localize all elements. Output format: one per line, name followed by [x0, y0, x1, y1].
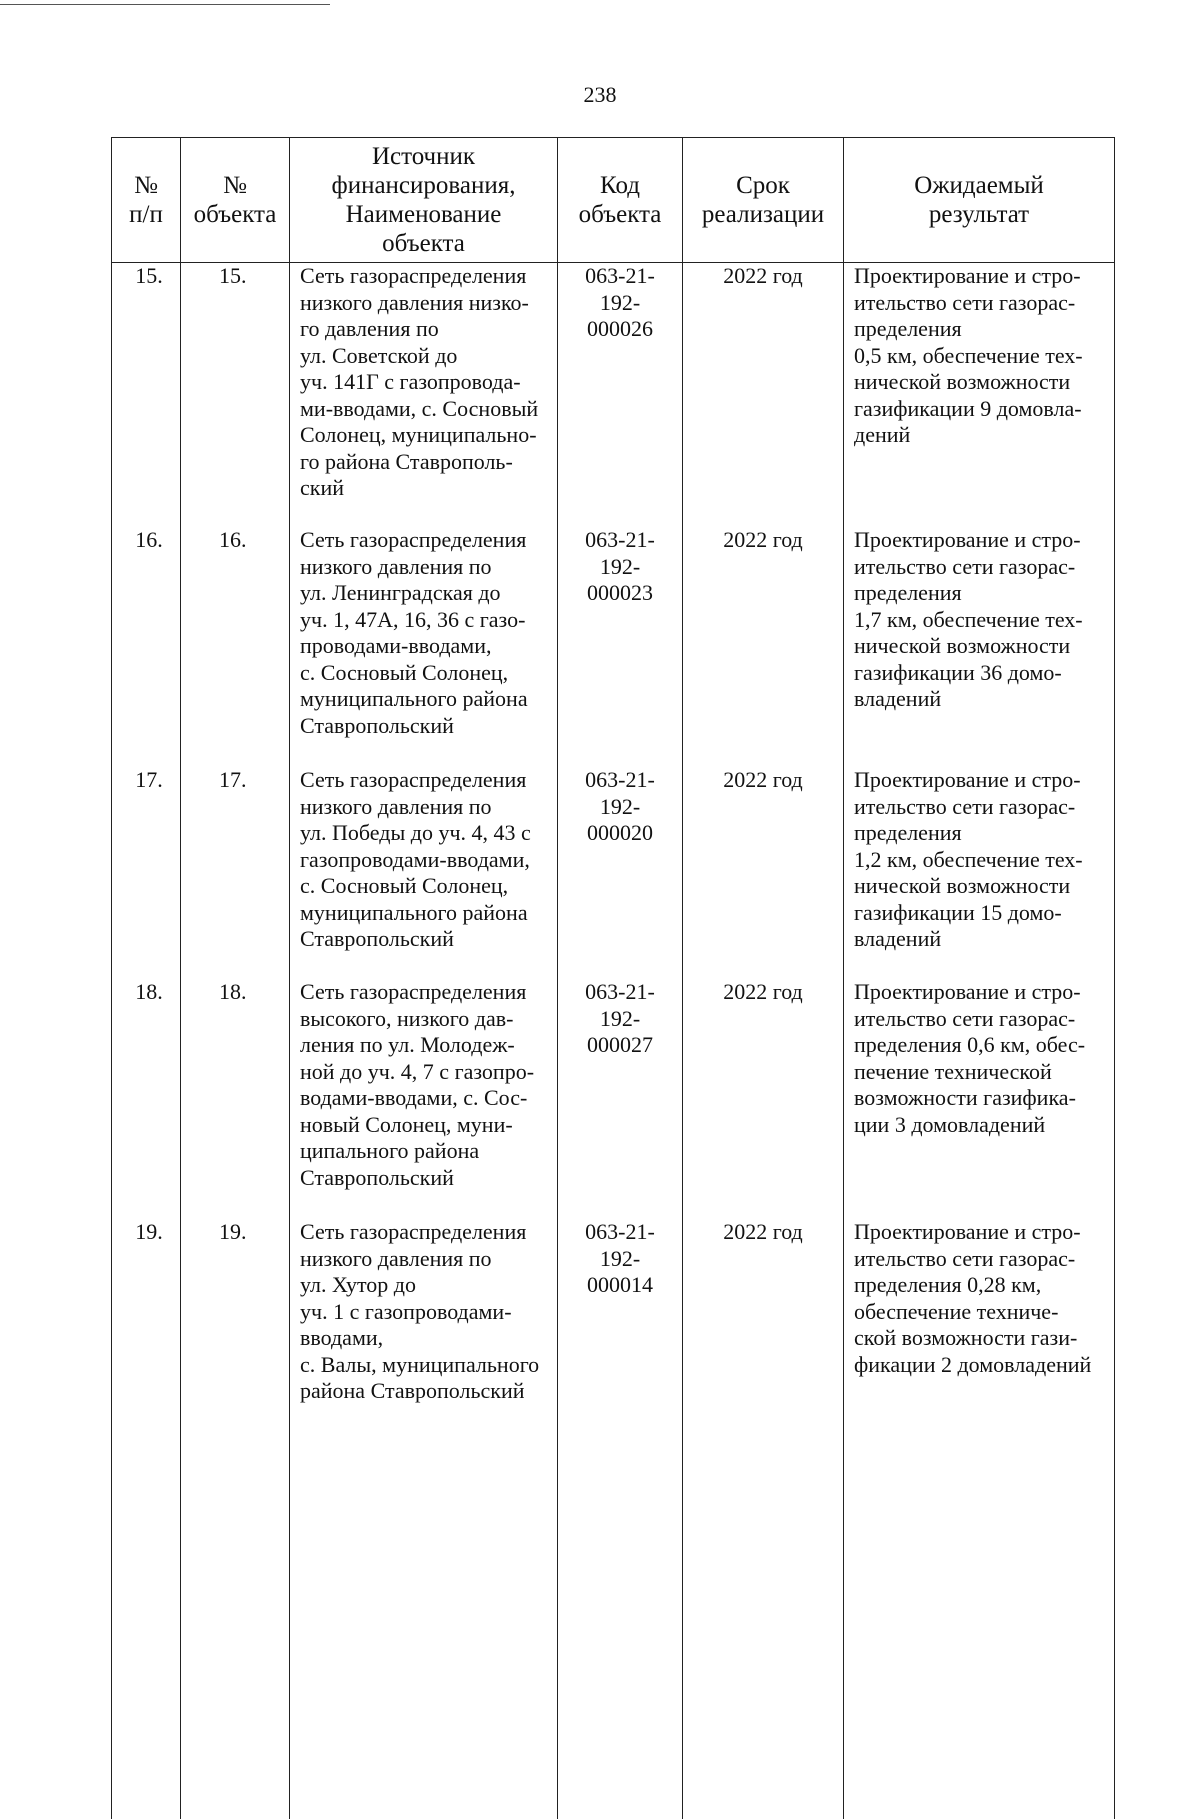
object-code: 063-21- 192- 000026: [558, 263, 683, 528]
object-name: Сеть газораспределения низкого давления по ул. Победы до уч. 4, 43 с газопроводами-вводами, с. Сосновый Солонец, муниципального района Ставропольский: [290, 767, 558, 979]
row-number: 18.: [112, 979, 181, 1219]
table-row: [112, 767, 1115, 979]
implementation-term: 2022 год: [683, 263, 844, 528]
expected-result: Проектирование и стро- ительство сети газорас- пределения 1,2 км, обеспечение тех- нической возможности газификации 15 домо- владений: [844, 767, 1115, 979]
table-row: [112, 527, 1115, 767]
row-number: 19.: [112, 1219, 181, 1819]
object-code: 063-21- 192- 000014: [558, 1219, 683, 1819]
object-number: 16.: [181, 527, 290, 767]
object-number: 15.: [181, 263, 290, 528]
implementation-term: 2022 год: [683, 979, 844, 1219]
header-row-number: № п/п: [112, 138, 181, 263]
object-name: Сеть газораспределения низкого давления по ул. Ленинградская до уч. 1, 47А, 16, 36 с газо- проводами-вводами, с. Сосновый Солонец, муниципального района Ставропольский: [290, 527, 558, 767]
header-object-name: Источник финансирования, Наименование объекта: [290, 138, 558, 263]
row-number: 16.: [112, 527, 181, 767]
header-object-code: Код объекта: [558, 138, 683, 263]
header-expected-result: Ожидаемый результат: [844, 138, 1115, 263]
table-row: [112, 979, 1115, 1219]
object-number: 19.: [181, 1219, 290, 1819]
header-object-number: № объекта: [181, 138, 290, 263]
page-number: 238: [583, 82, 617, 107]
top-rule-line: [0, 4, 330, 5]
table-row: [112, 263, 1115, 528]
row-number: 17.: [112, 767, 181, 979]
row-number: 15.: [112, 263, 181, 528]
expected-result: Проектирование и стро- ительство сети газорас- пределения 1,7 км, обеспечение тех- нической возможности газификации 36 домо- владений: [844, 527, 1115, 767]
header-implementation-term: Срок реализации: [683, 138, 844, 263]
implementation-term: 2022 год: [683, 527, 844, 767]
expected-result: Проектирование и стро- ительство сети газорас- пределения 0,6 км, обес- печение технической возможности газифика- ции 3 домовладений: [844, 979, 1115, 1219]
object-code: 063-21- 192- 000023: [558, 527, 683, 767]
implementation-term: 2022 год: [683, 767, 844, 979]
expected-result: Проектирование и стро- ительство сети газорас- пределения 0,28 км, обеспечение техниче- ской возможности гази- фикации 2 домовладений: [844, 1219, 1115, 1819]
object-name: Сеть газораспределения высокого, низкого дав- ления по ул. Молодеж- ной до уч. 4, 7 с газопро- водами-вводами, с. Сос- новый Солонец, муни- ципального района Ставропольский: [290, 979, 558, 1219]
object-name: Сеть газораспределения низкого давления по ул. Хутор до уч. 1 с газопроводами- вводами, с. Валы, муниципального района Ставропольский: [290, 1219, 558, 1819]
object-name: Сеть газораспределения низкого давления низко- го давления по ул. Советской до уч. 141Г с газопровода- ми-вводами, с. Сосновый Солонец, муниципально- го района Ставрополь- ский: [290, 263, 558, 528]
table-row: [112, 1219, 1115, 1819]
object-number: 17.: [181, 767, 290, 979]
object-number: 18.: [181, 979, 290, 1219]
table-header-row: [112, 138, 1115, 263]
expected-result: Проектирование и стро- ительство сети газорас- пределения 0,5 км, обеспечение тех- нической возможности газификации 9 домовла- дений: [844, 263, 1115, 528]
object-code: 063-21- 192- 000027: [558, 979, 683, 1219]
implementation-term: 2022 год: [683, 1219, 844, 1819]
investment-objects-table: [111, 137, 1115, 1819]
object-code: 063-21- 192- 000020: [558, 767, 683, 979]
